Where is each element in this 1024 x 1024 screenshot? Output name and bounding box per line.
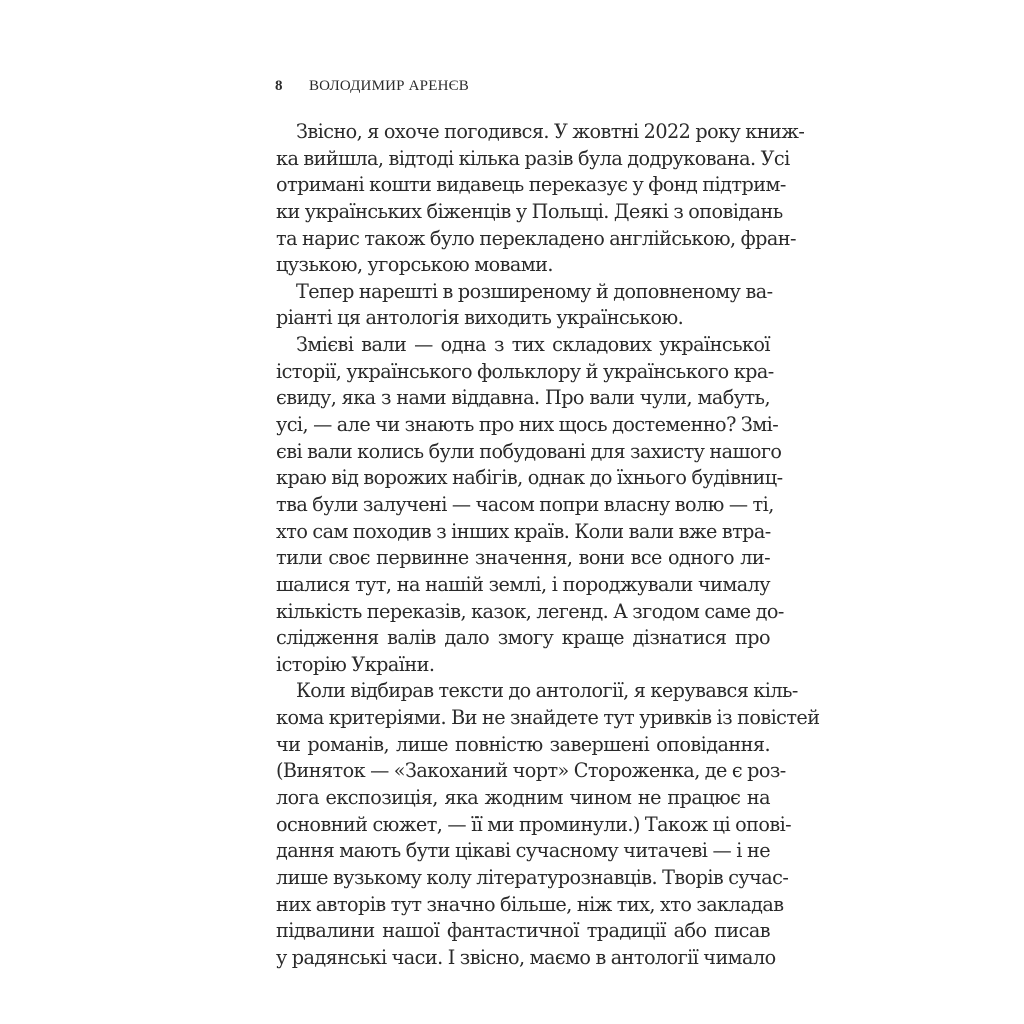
text-line: шалися тут, на нашій землі, і породжували чималу [276,572,770,596]
text-line: краю від ворожих набігів, однак до їхнього будівниц- [276,466,783,490]
text-line: та нарис також було перекладено англійською, фран- [276,226,796,250]
text-line: Коли відбирав тексти до антології, я керувався кіль- [296,679,798,703]
text-line: євиду, яка з нами віддавна. Про вали чули, мабуть, [276,386,770,410]
text-line: цузькою, угорською мовами. [276,253,553,277]
text-line: лише вузькому колу літературознавців. Творів сучас- [276,865,789,889]
text-line: ріанті ця антологія виходить українською. [276,306,684,330]
text-line: отримані кошти видавець переказує у фонд підтрим- [276,173,786,197]
text-line: усі, — але чи знають про них щось достеменно? Змі- [276,413,779,437]
text-line: (Виняток — «Закоханий чорт» Стороженка, де є роз- [276,759,786,783]
text-line: Тепер нарешті в розширеному й доповненому ва- [296,279,773,303]
text-line: слідження валів дало змогу краще дізнатися про [276,626,770,650]
text-line: підвалини нашої фантастичної традиції або писав [276,919,770,943]
text-line: історії, українського фольклору й українського кра- [276,359,774,383]
text-line: хто сам походив з інших країв. Коли вали вже втра- [276,519,771,543]
text-line: Звісно, я охоче погодився. У жовтні 2022 року книж- [296,120,805,143]
text-line: них авторів тут значно більше, ніж тих, хто закладав [276,892,784,916]
text-line: ка вийшла, відтоді кілька разів була додрукована. Усі [276,146,790,170]
text-line: лога експозиція, яка жодним чином не працює на [276,786,770,810]
author-name: ВОЛОДИМИР АРЕНЄВ [308,78,469,94]
text-line: ки українських біженців у Польщі. Деякі з оповідань [276,199,783,223]
text-line: кількість переказів, казок, легенд. А згодом саме до- [276,599,784,623]
page-number: 8 [275,78,283,94]
text-line: Змієві вали — одна з тих складових української [296,333,770,357]
body-text [276,119,820,972]
text-line: історію України. [276,652,435,676]
text-line: основний сюжет, — її ми проминули.) Також ці опові- [276,812,792,836]
text-line: кома критеріями. Ви не знайдете тут уривків із повістей [276,706,820,730]
text-line: чи романів, лише повністю завершені оповідання. [276,732,770,756]
text-line: єві вали колись були побудовані для захисту нашого [276,439,782,463]
text-line: тили своє первинне значення, вони все одного ли- [276,546,770,570]
text-line: тва були залучені — часом попри власну волю — ті, [276,492,774,516]
text-line: у радянські часи. І звісно, маємо в антології чимало [276,945,776,969]
text-line: дання мають бути цікаві сучасному читачеві — і не [276,839,770,863]
running-head [275,78,469,95]
